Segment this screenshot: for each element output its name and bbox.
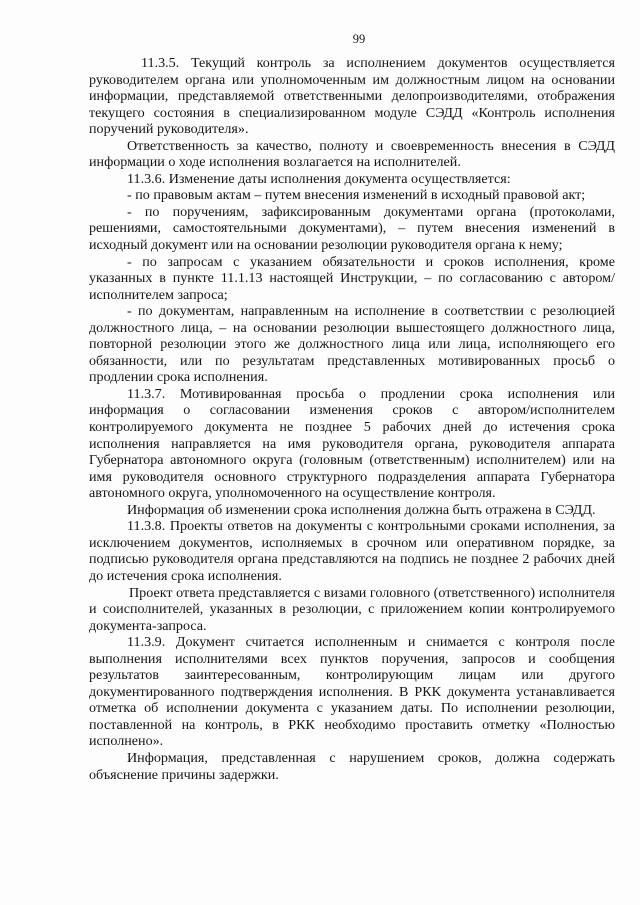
list-item-resolution-documents: - по документам, направленным на исполнение в соответствии с резолюцией должностного лица, – на основании резолюции вышестоящего должностного лица, повторной резолюции этого же должностного лица или лица, исполняющего его обязанности, или по результатам представленных мотивированных просьб о продлении срока исполнения. bbox=[89, 303, 615, 386]
paragraph-11-3-6: 11.3.6. Изменение даты исполнения документа осуществляется: bbox=[127, 170, 511, 187]
paragraph-info-change: Информация об изменении срока исполнения должна быть отражена в СЭДД. bbox=[127, 501, 596, 518]
paragraph-responsibility: Ответственность за качество, полноту и своевременность внесения в СЭДД информации о ходе исполнения возлагается на исполнителей. bbox=[89, 137, 615, 171]
page-number: 99 bbox=[352, 32, 366, 46]
paragraph-draft-reply: Проект ответа представляется с визами головного (ответственного) исполнителя и соисполнителей, указанных в резолюции, с приложением копии контролируемого документа-запроса. bbox=[89, 584, 615, 634]
paragraph-11-3-5: 11.3.5. Текущий контроль за исполнением документов осуществляется руководителем органа или уполномоченным им должностным лицом на основании информации, представляемой ответственными делопроизводителями, отображения текущего состояния в специализированном модуле СЭДД «Контроль исполнения поручений руководителя». bbox=[89, 55, 615, 138]
list-item-requests: - по запросам с указанием обязательности и сроков исполнения, кроме указанных в пункте 11.1.13 настоящей Инструкции, – по согласованию с автором/исполнителем запроса; bbox=[89, 253, 615, 303]
paragraph-late-info: Информация, представленная с нарушением сроков, должна содержать объяснение причины задержки. bbox=[89, 749, 615, 783]
paragraph-11-3-9: 11.3.9. Документ считается исполненным и снимается с контроля после выполнения исполнителями всех пунктов поручения, запросов и сообщения результатов заинтересованным, контролирующим лицам или другого документированного подтверждения исполнения. В РКК документа устанавливается отметка об исполнении документа с указанием даты. По исполнении резолюции, поставленной на контроль, в РКК необходимо проставить отметку «Полностью исполнено». bbox=[89, 634, 615, 750]
document-body bbox=[89, 55, 615, 783]
list-item-orders: - по поручениям, зафиксированным документами органа (протоколами, решениями, самостоятельными документами), – путем внесения изменений в исходный документ или на основании резолюции руководителя органа к нему; bbox=[89, 203, 615, 254]
paragraph-11-3-7: 11.3.7. Мотивированная просьба о продлении срока исполнения или информация о согласовании изменения сроков с автором/исполнителем контролируемого документа не позднее 5 рабочих дней до истечения срока исполнения направляется на имя руководителя органа, руководителя аппарата Губернатора автономного округа (головным (ответственным) исполнителем) или на имя руководителя основного структурного подразделения аппарата Губернатора автономного округа, уполномоченного на осуществление контроля. bbox=[89, 385, 615, 502]
list-item-legal-acts: - по правовым актам – путем внесения изменений в исходный правовой акт; bbox=[127, 187, 586, 204]
paragraph-11-3-8: 11.3.8. Проекты ответов на документы с контрольными сроками исполнения, за исключением документов, исполняемых в срочном или оперативном порядке, за подписью руководителя органа представляются на подпись не позднее 2 рабочих дней до истечения срока исполнения. bbox=[89, 518, 615, 584]
